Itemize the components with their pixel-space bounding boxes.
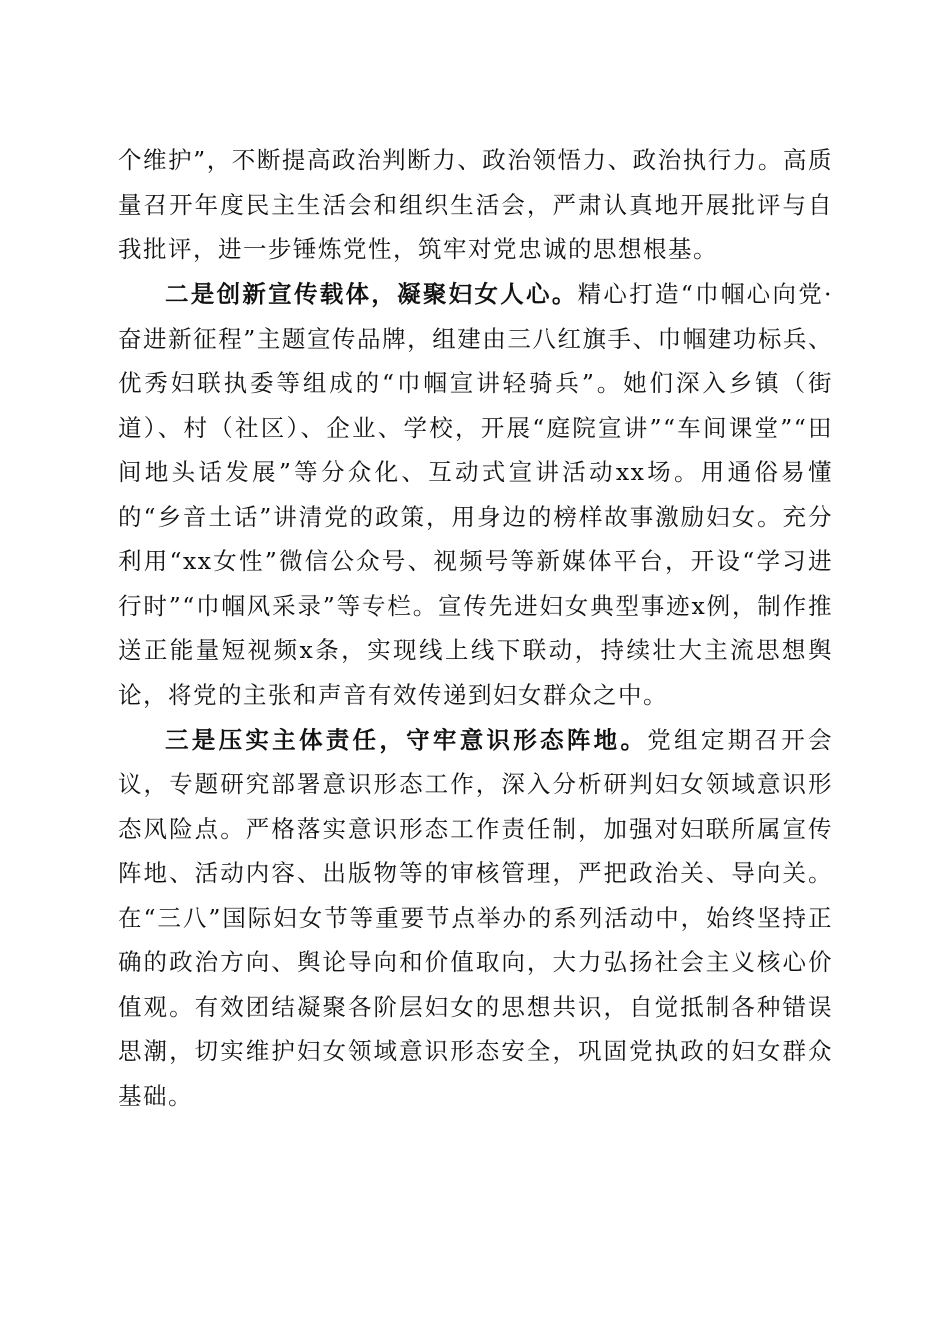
paragraph-body: 党组定期召开会议，专题研究部署意识形态工作，深入分析研判妇女领域意识形态风险点。严格落实意识形态工作责任制，加强对妇联所属宣传阵地、活动内容、出版物等的审核管理，严把政治关、导向关。在“三八”国际妇女节等重要节点举办的系列活动中，始终坚持正确的政治方向、舆论导向和价值取向，大力弘扬社会主义核心价值观。有效团结凝聚各阶层妇女的思想共识，自觉抵制各种错误思潮，切实维护妇女领域意识形态安全，巩固党执政的妇女群众基础。 bbox=[118, 725, 833, 1110]
paragraph-body: 个维护”，不断提高政治判断力、政治领悟力、政治执行力。高质量召开年度民主生活会和组织生活会，严肃认真地开展批评与自我批评，进一步锤炼党性，筑牢对党忠诚的思想根基。 bbox=[118, 146, 833, 263]
paragraph-lead: 二是创新宣传载体，凝聚妇女人心。 bbox=[165, 280, 578, 308]
paragraph-ideology-responsibility bbox=[118, 718, 833, 1119]
paragraph-continued bbox=[118, 138, 833, 272]
paragraph-lead: 三是压实主体责任，守牢意识形态阵地。 bbox=[165, 725, 648, 754]
document-page bbox=[118, 138, 833, 1119]
paragraph-body: 精心打造“巾帼心向党·奋进新征程”主题宣传品牌，组建由三八红旗手、巾帼建功标兵、优秀妇联执委等组成的“巾帼宣讲轻骑兵”。她们深入乡镇（街道）、村（社区）、企业、学校，开展“庭院宣讲”“车间课堂”“田间地头话发展”等分众化、互动式宣讲活动xx场。用通俗易懂的“乡音土话”讲清党的政策，用身边的榜样故事激励妇女。充分利用“xx女性”微信公众号、视频号等新媒体平台，开设“学习进行时”“巾帼风采录”等专栏。宣传先进妇女典型事迹x例，制作推送正能量短视频x条，实现线上线下联动，持续壮大主流思想舆论，将党的主张和声音有效传递到妇女群众之中。 bbox=[118, 280, 833, 709]
paragraph-publicity-carrier bbox=[118, 272, 833, 717]
